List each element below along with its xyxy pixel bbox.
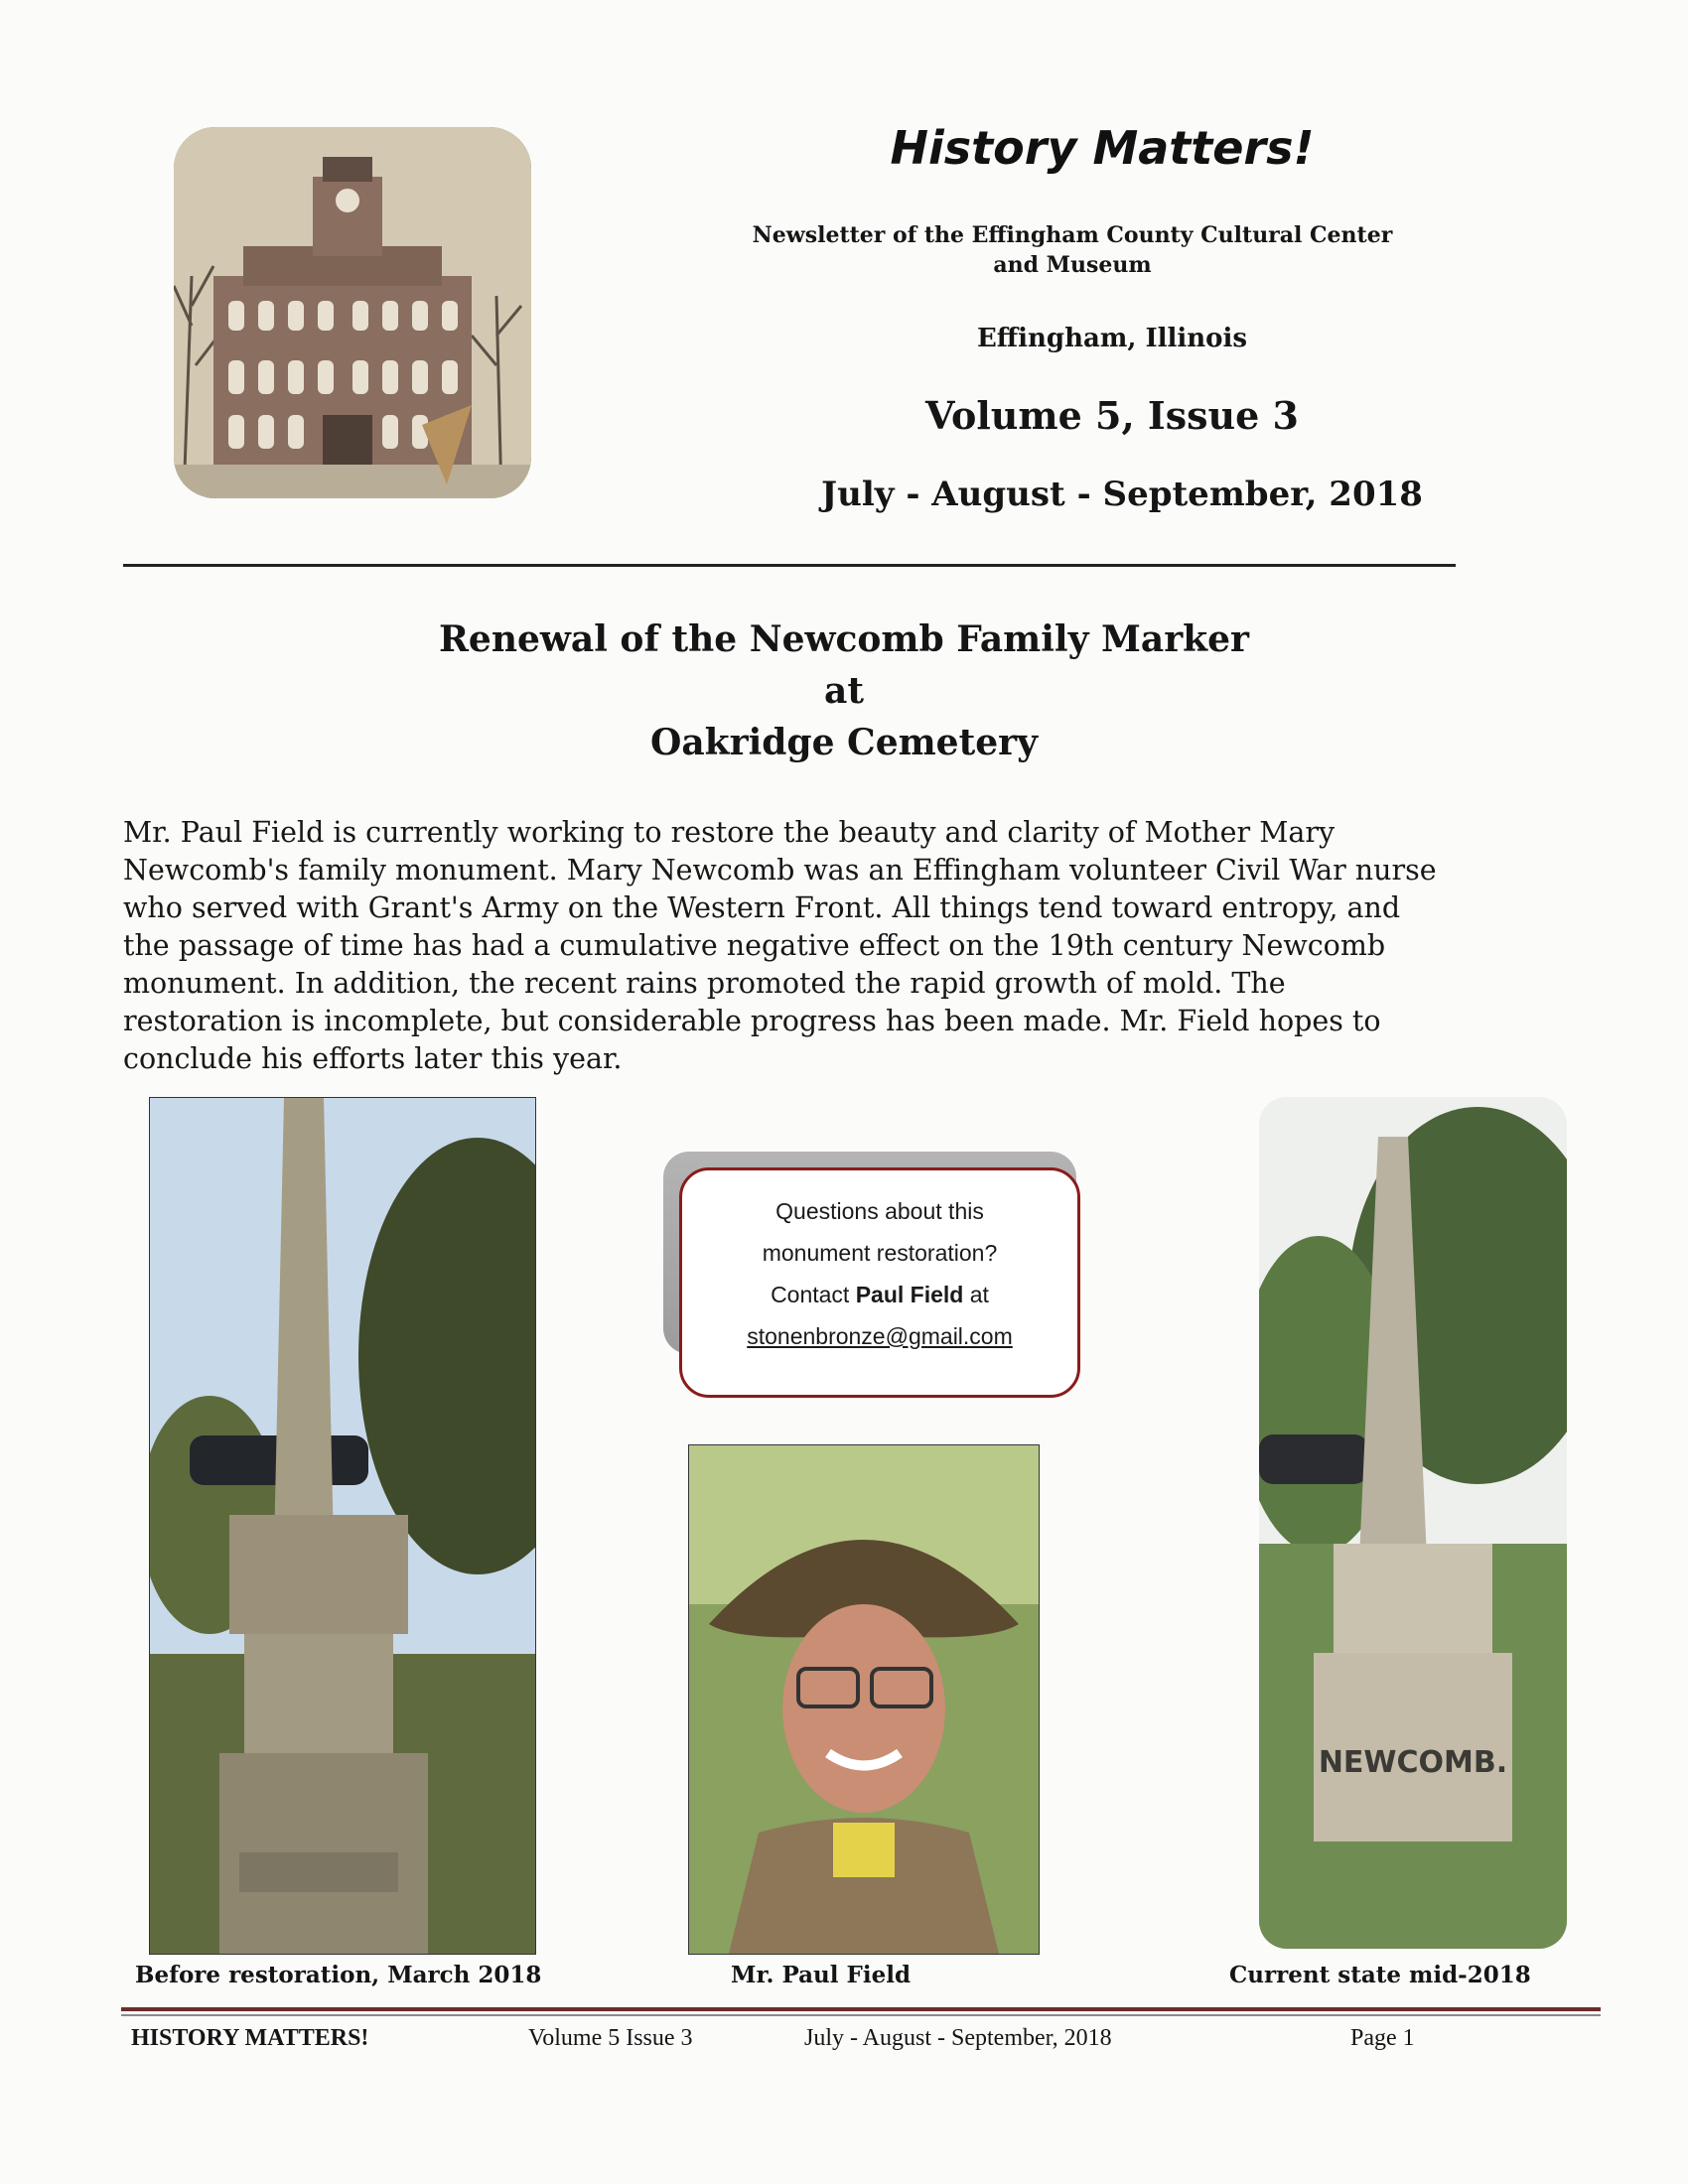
body-line: restoration is incomplete, but considerable progress has been made. Mr. Field hopes to xyxy=(123,1005,1381,1037)
footer-page-number: Page 1 xyxy=(1350,2025,1415,2051)
contact-callout xyxy=(679,1167,1080,1398)
contact-prefix: Contact xyxy=(771,1282,856,1307)
callout-contact xyxy=(682,1274,1077,1315)
footer-dates: July - August - September, 2018 xyxy=(804,2025,1112,2051)
monument-inscription: NEWCOMB. xyxy=(1318,1745,1508,1780)
footer-newsletter-name: HISTORY MATTERS! xyxy=(131,2025,369,2051)
headline-line-2: at xyxy=(824,670,864,712)
header-divider xyxy=(123,564,1456,567)
location: Effingham, Illinois xyxy=(976,324,1248,353)
paul-field-photo xyxy=(688,1444,1040,1955)
body-line: monument. In addition, the recent rains promoted the rapid growth of mold. The xyxy=(123,967,1286,1000)
paul-field-portrait xyxy=(689,1445,1039,1954)
issue-dates: July - August - September, 2018 xyxy=(821,475,1423,514)
footer-issue: Volume 5 Issue 3 xyxy=(528,2025,693,2051)
article-headline xyxy=(238,614,1450,768)
field-caption: Mr. Paul Field xyxy=(731,1962,912,1988)
headline-line-1: Renewal of the Newcomb Family Marker xyxy=(439,618,1249,660)
monument-before-image xyxy=(150,1098,535,1954)
body-line: the passage of time has had a cumulative negative effect on the 19th century Newcomb xyxy=(123,929,1386,962)
volume-issue: Volume 5, Issue 3 xyxy=(925,393,1299,438)
subtitle-line-1: Newsletter of the Effingham County Cultural Center xyxy=(752,222,1393,248)
newsletter-title: History Matters! xyxy=(890,121,1315,175)
callout-line-2: monument restoration? xyxy=(762,1240,998,1266)
body-line: conclude his efforts later this year. xyxy=(123,1042,623,1075)
current-caption: Current state mid-2018 xyxy=(1229,1962,1531,1988)
newsletter-subtitle xyxy=(695,220,1450,280)
contact-suffix: at xyxy=(963,1282,989,1307)
monument-current-image xyxy=(1259,1097,1567,1949)
headline-line-3: Oakridge Cemetery xyxy=(649,722,1039,763)
courthouse-logo-photo xyxy=(174,127,531,498)
current-state-photo xyxy=(1259,1097,1567,1949)
body-line: Mr. Paul Field is currently working to restore the beauty and clarity of Mother Mary xyxy=(123,816,1336,849)
contact-name: Paul Field xyxy=(855,1282,964,1307)
callout-line-1: Questions about this xyxy=(775,1198,984,1224)
courthouse-illustration xyxy=(174,127,531,498)
before-caption: Before restoration, March 2018 xyxy=(135,1962,542,1988)
before-restoration-photo xyxy=(149,1097,536,1955)
body-line: who served with Grant's Army on the Western Front. All things tend toward entropy, and xyxy=(123,891,1401,924)
body-line: Newcomb's family monument. Mary Newcomb was an Effingham volunteer Civil War nurse xyxy=(123,854,1437,887)
contact-email-link[interactable]: stonenbronze@gmail.com xyxy=(747,1323,1013,1349)
subtitle-line-2: and Museum xyxy=(993,252,1152,278)
article-body xyxy=(123,814,1593,1078)
footer-divider xyxy=(121,2007,1601,2011)
footer-divider-thin xyxy=(121,2014,1601,2016)
